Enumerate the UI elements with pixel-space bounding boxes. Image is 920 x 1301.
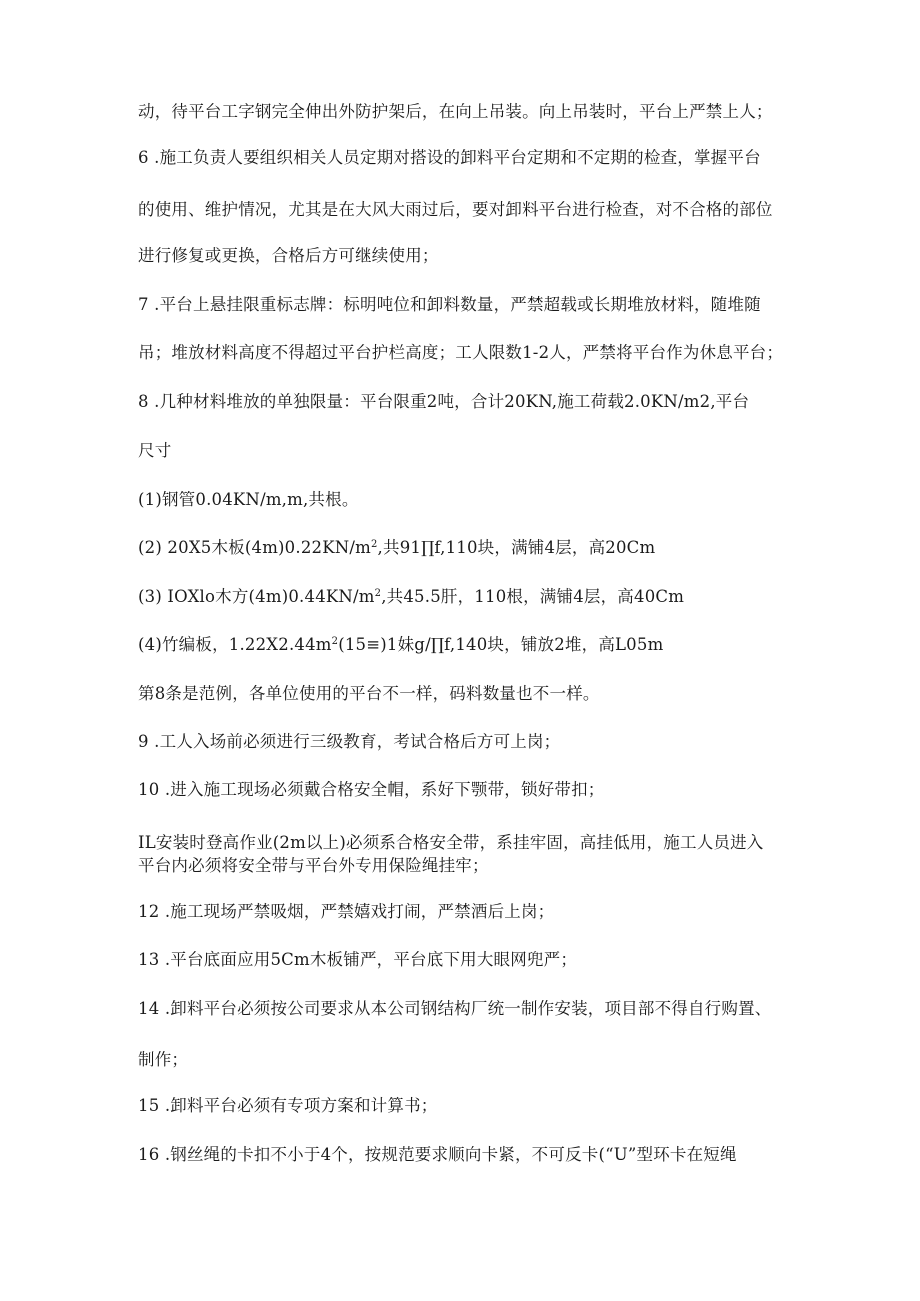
text-line: (3) IOXlo木方$(4m)0.44KN/m^2$,共45.5肝，110根，满铺4层，高40Cm	[138, 587, 685, 606]
text-line: (1)钢管0.04KN/m,m,共根。	[138, 490, 359, 509]
text-line: 6 .施工负责人要组织相关人员定期对搭设的卸料平台定期和不定期的检查，掌握平台	[138, 148, 761, 167]
text-line: 进行修复或更换，合格后方可继续使用；	[138, 246, 439, 265]
text-line: 的使用、维护情况，尤其是在大风大雨过后，要对卸料平台进行检查，对不合格的部位	[138, 200, 773, 219]
text-line: 15 .卸料平台必须有专项方案和计算书；	[138, 1096, 438, 1115]
text-line: 14 .卸料平台必须按公司要求从本公司钢结构厂统一制作安装，项目部不得自行购置、	[138, 999, 772, 1018]
text-line: 16 .钢丝绳的卡扣不小于4个，按规范要求顺向卡紧，不可反卡(“U”型环卡在短绳	[138, 1145, 737, 1164]
text-line: 8 .几种材料堆放的单独限量：平台限重2吨，合计20KN,施工荷载2.0KN/m2,平台	[138, 392, 750, 411]
text-line: 10 .进入施工现场必须戴合格安全帽，系好下颚带，锁好带扣；	[138, 780, 605, 799]
text-line: 12 .施工现场严禁吸烟，严禁嬉戏打闹，严禁酒后上岗；	[138, 902, 555, 921]
text-line: 13 .平台底面应用5Cm木板铺严，平台底下用大眼网兜严；	[138, 950, 578, 969]
text-line: 吊；堆放材料高度不得超过平台护栏高度；工人限数1-2人，严禁将平台作为休息平台；	[138, 343, 784, 362]
text-line: 7 .平台上悬挂限重标志牌：标明吨位和卸料数量，严禁超载或长期堆放材料，随堆随	[138, 295, 761, 314]
text-line: 动，待平台工字钢完全伸出外防护架后，在向上吊装。向上吊装时，平台上严禁上人；	[138, 102, 773, 121]
text-line: 平台内必须将安全带与平台外专用保险绳挂牢；	[138, 856, 489, 875]
text-line: (2) 20X5木板$(4m)0.22KN/m^2$,共91∏f,110块，满铺4层，高20Cm	[138, 538, 656, 557]
text-line: 第8条是范例，各单位使用的平台不一样，码料数量也不一样。	[138, 684, 600, 703]
text-line: (4)竹编板，$1.22X2.44m^2(15\equiv)1$妹g/∏f,140块，铺放2堆，高L05m	[138, 635, 664, 654]
text-line: 9 .工人入场前必须进行三级教育，考试合格后方可上岗；	[138, 732, 561, 751]
text-line: IL安装时登高作业(2m以上)必须系合格安全带，系挂牢固，高挂低用，施工人员进入	[138, 833, 764, 852]
text-line: 制作；	[138, 1050, 189, 1069]
text-line: 尺寸	[138, 441, 172, 460]
